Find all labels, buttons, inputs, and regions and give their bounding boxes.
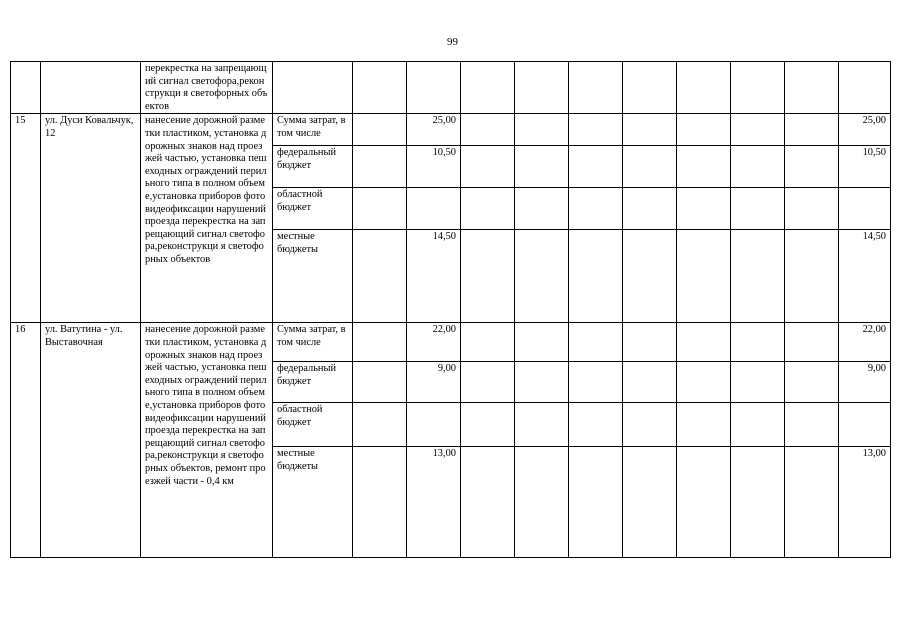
cell-num (11, 62, 41, 114)
continuation-row (11, 62, 891, 114)
cell-activity: нанесение дорожной разметки пластиком, установка дорожных знаков над проезжей частью, установка пешеходных ограждений перильного типа в полном объеме,установка приборов фотовидеофиксации нарушений проезда перекрестка на запрещающий сигнал светофора,реконструкци я светофорных объектов, ремонт проезжей части - 0,4 км (141, 323, 273, 558)
cell-value: 22,00 (407, 323, 461, 362)
cell-num: 15 (11, 114, 41, 323)
cell-value: 13,00 (407, 447, 461, 558)
cell-total: 10,50 (839, 146, 891, 188)
cell-total (839, 188, 891, 230)
page-number: 99 (447, 36, 458, 48)
cell-source: Сумма затрат, в том числе (273, 114, 353, 146)
table-row (11, 114, 891, 146)
budget-table (10, 61, 891, 558)
table-row (11, 323, 891, 362)
cell-source: федеральный бюджет (273, 146, 353, 188)
cell-source: областной бюджет (273, 188, 353, 230)
cell-value: 25,00 (407, 114, 461, 146)
cell-activity: перекрестка на запрещающий сигнал светофора,реконструкци я светофорных объектов (141, 62, 273, 114)
cell-address: ул. Дуси Ковальчук, 12 (41, 114, 141, 323)
cell-total: 14,50 (839, 230, 891, 323)
cell-total (839, 403, 891, 447)
cell-source: местные бюджеты (273, 447, 353, 558)
cell-value: 14,50 (407, 230, 461, 323)
cell-address (41, 62, 141, 114)
cell-total: 22,00 (839, 323, 891, 362)
cell-total: 25,00 (839, 114, 891, 146)
cell-value: 9,00 (407, 362, 461, 403)
cell-num: 16 (11, 323, 41, 558)
cell-activity: нанесение дорожной разметки пластиком, установка дорожных знаков над проезжей частью, установка пешеходных ограждений перильного типа в полном объеме,установка приборов фотовидеофиксации нарушений проезда перекрестка на запрещающий сигнал светофора,реконструкци я светофорных объектов (141, 114, 273, 323)
cell-value (407, 188, 461, 230)
cell-source: областной бюджет (273, 403, 353, 447)
cell-total: 13,00 (839, 447, 891, 558)
cell-value (407, 403, 461, 447)
cell-address: ул. Ватутина - ул. Выставочная (41, 323, 141, 558)
cell-value: 10,50 (407, 146, 461, 188)
cell-source: федеральный бюджет (273, 362, 353, 403)
cell-source: местные бюджеты (273, 230, 353, 323)
cell-source: Сумма затрат, в том числе (273, 323, 353, 362)
cell-total: 9,00 (839, 362, 891, 403)
